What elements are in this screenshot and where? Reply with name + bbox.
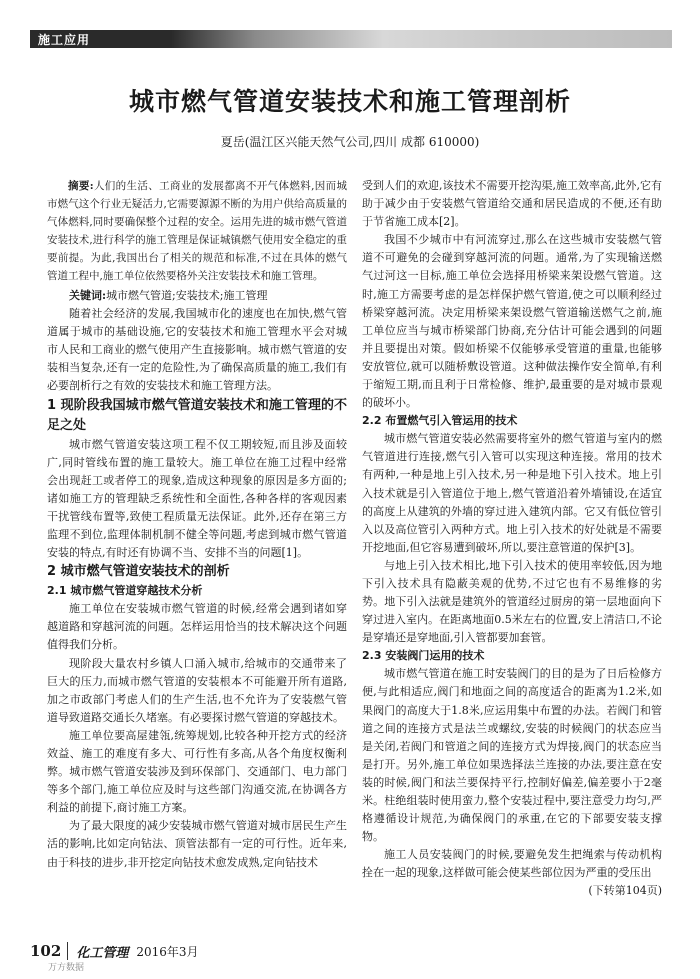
watermark: 万方数据 — [48, 963, 85, 973]
footer-divider — [67, 942, 68, 960]
paragraph: 我国不少城市中有河流穿过,那么在这些城市安装燃气管道不可避免的会碰到穿越河流的问题。通常,为了实现输送燃气过河这一目标,施工单位会选择用桥梁来架设燃气管道。这时,施工方需要考虑的是怎样保护燃气管道,使之可以顺利经过桥梁穿越河流。决定用桥梁来架设燃气管道输送燃气之前,施工单位应当与城市桥梁部门协商,充分估计可能会遇到的问题并且要提出对策。假如桥梁不仅能够承受管道的重量,也能够安放管位,就可以随桥敷设管道。这种做法操作安全简单,有利于缩短工期,而且利于日常检修、维护,最重要的是对城市景观的破坏小。 — [362, 233, 662, 410]
abstract-text: 人们的生活、工商业的发展都离不开气体燃料,因而城市燃气这个行业无疑活力,它需要源源不断的为用户供给高质量的气体燃料,同时要确保整个过程的安全。运用先进的城市燃气管道安装技术,进行科学的施工管理是保证城镇燃气使用安全稳定的重要前提。为此,我国出台了相关的规范和标准,不过在具体的燃气管道工程中,施工单位依然要格外关注安装技术和施工管理。 — [47, 180, 347, 282]
subsection-heading-2-2: 2.2 布置燃气引入管运用的技术 — [362, 414, 518, 428]
abstract — [47, 177, 347, 285]
paragraph: 为了最大限度的减少安装城市燃气管道对城市居民生产生活的影响,比如定向钻法、顶管法都有一定的可行性。近年来,由于科技的进步,非开挖定向钻技术愈发成熟,定向钻技术 — [47, 819, 347, 869]
paragraph: 施工人员安装阀门的时候,要避免发生把绳索与传动机构拴在一起的现象,这样做可能会使某些部位因为严重的受压出 — [362, 848, 662, 880]
intro-paragraph: 随着社会经济的发展,我国城市化的速度也在加快,燃气管道属于城市的基础设施,它的安装技术和施工管理水平会对城市人民和工商业的燃气使用产生直接影响。城市燃气管道的安装相当复杂,还有一定的危险性,为了确保高质量的施工,我们有必要剖析行之有效的安装技术和施工管理方法。 — [47, 307, 347, 393]
paragraph: 施工单位在安装城市燃气管道的时候,经常会遇到诸如穿越道路和穿越河流的问题。怎样运用恰当的技术解决这个问题值得我们分析。 — [47, 602, 347, 652]
section-header-bar — [30, 30, 672, 48]
paragraph: 现阶段大量农村乡镇人口涌入城市,给城市的交通带来了巨大的压力,而城市燃气管道的安装根本不可能避开所有道路,加之市政部门考虑人们的生产生活,也不允许为了安装燃气管道导致道路交通长久堵塞。有必要探讨燃气管道的穿越技术。 — [47, 656, 347, 724]
paragraph: 与地上引入技术相比,地下引入技术的使用率较低,因为地下引入技术具有隐蔽美观的优势,不过它也有不易维修的劣势。地下引入法就是建筑外的管道经过厨房的第一层地面向下穿过进入室内。在距离地面0.5米左右的位置,安上清洁口,不论是穿墙还是穿地面,引入管都要加套管。 — [362, 558, 662, 645]
paragraph: 城市燃气管道安装这项工程不仅工期较短,而且涉及面较广,同时管线布置的施工量较大。施工单位在施工过程中经常会出现赶工或者停工的现象,造成这种现象的原因是多方面的;诸如施工方的管理缺乏系统性和全面性,各种各样的客观因素干扰管线布置等,致使工程质量无法保证。此外,还存在第三方监理不到位,监理体制机制不健全等问题,考虑到城市燃气管道安装的特点,有时还有协调不当、安排不当的问题[1]。 — [47, 437, 347, 560]
paragraph: 施工单位要高屋建瓴,统筹规划,比较各种开挖方式的经济效益、施工的难度有多大、可行性有多高,从各个角度权衡利弊。城市燃气管道安装涉及到环保部门、交通部门、电力部门等多个部门,施工单位应及时与这些部门沟通交流,在协调各方利益的前提下,商讨施工方案。 — [47, 728, 347, 815]
issue-date: 2016年3月 — [136, 944, 199, 959]
article-title: 城市燃气管道安装技术和施工管理剖析 — [128, 87, 571, 116]
section-heading-1: 1 现阶段我国城市燃气管道安装技术和施工管理的不足之处 — [47, 397, 347, 433]
keywords — [47, 287, 347, 305]
section-heading-2: 2 城市燃气管道安装技术的剖析 — [47, 564, 230, 580]
subsection-heading-2-3: 2.3 安装阀门运用的技术 — [362, 649, 485, 663]
abstract-label: 摘要: — [68, 180, 94, 192]
paragraph: 城市燃气管道安装必然需要将室外的燃气管道与室内的燃气管道进行连接,燃气引入管可以实现这种连接。常用的技术有两种,一种是地上引入技术,另一种是地下引入技术。地上引入技术就是引入管道位于地上,燃气管道沿着外墙铺设,在适宜的高度上从建筑的外墙的穿过进入建筑内部。它又有低位管引入以及高位管引入两种方式。地上引入技术的好处就是不需要开挖地面,但它容易遭到破坏,所以,要注意管道的保护[3]。 — [362, 432, 662, 554]
subsection-heading-2-1: 2.1 城市燃气管道穿越技术分析 — [47, 584, 203, 598]
journal-name: 化工管理 — [76, 945, 129, 961]
paragraph: 城市燃气管道在施工时安装阀门的目的是为了日后检修方便,与此相适应,阀门和地面之间的高度适合的距离为1.2米,如果阀门的高度大于1.8米,应运用集中布置的办法。若阀门和管道之间的连接方式是法兰或螺纹,安装的时候阀门的状态应当是关闭,若阀门和管道之间的连接方式为焊接,阀门的状态应当是打开。另外,施工单位如果选择法兰连接的办法,要注意在安装的时候,阀门和法兰要保持平行,控制好偏差,偏差要小于2毫米。柱绝组装时使用蛮力,整个安装过程中,要注意受力均匀,严格遵循设计规范,为确保阀门的承重,在它的下部要安装支撑物。 — [362, 667, 662, 844]
paragraph: 受到人们的欢迎,该技术不需要开挖沟渠,施工效率高,此外,它有助于减少由于安装燃气管道给交通和居民造成的不便,还有助于节省施工成本[2]。 — [362, 179, 662, 229]
page-number: 102 — [30, 942, 62, 960]
continued-note: (下转第104页) — [588, 884, 662, 898]
right-column — [362, 177, 662, 901]
section-label: 施工应用 — [38, 33, 91, 47]
left-column — [47, 177, 347, 872]
author-byline: 夏岳(温江区兴能天然气公司,四川 成都 610000) — [220, 135, 480, 149]
keywords-text: 城市燃气管道;安装技术;施工管理 — [106, 289, 268, 302]
keywords-label: 关键词: — [69, 289, 107, 302]
page-footer — [30, 937, 430, 965]
